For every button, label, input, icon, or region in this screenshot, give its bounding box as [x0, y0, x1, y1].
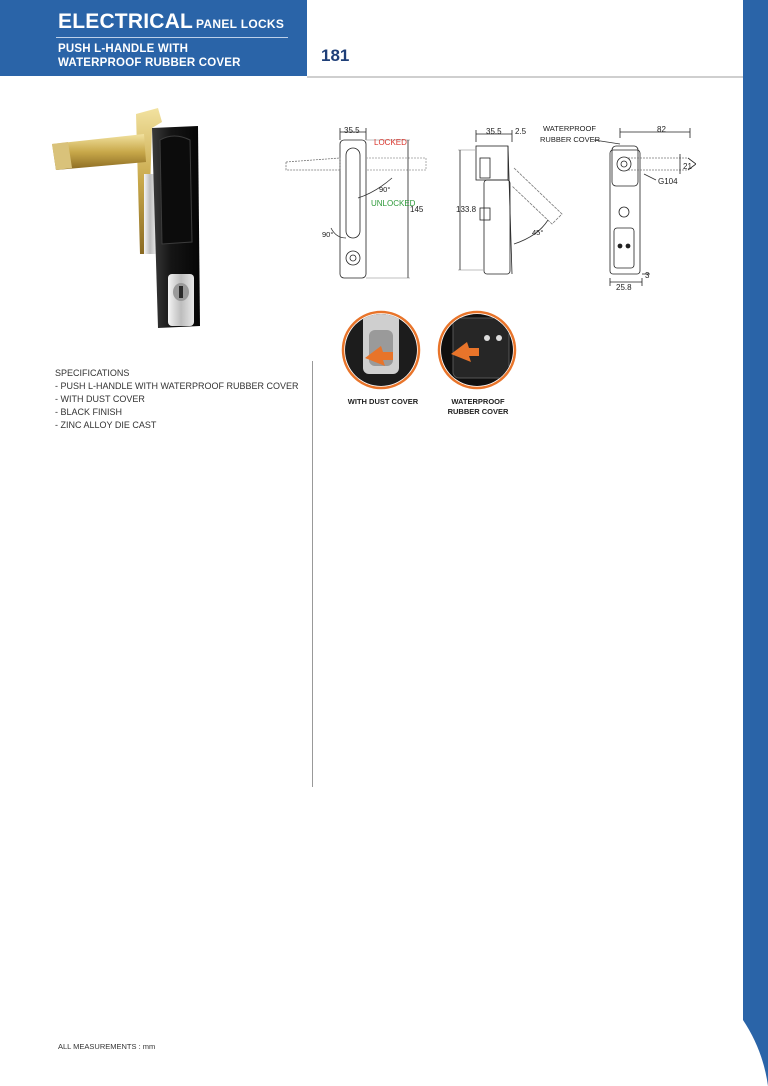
title-main: ELECTRICAL — [58, 10, 193, 33]
cover-label-line-2: RUBBER COVER — [540, 135, 601, 144]
product-photo — [48, 104, 208, 334]
subtitle-line-1: PUSH L-HANDLE WITH — [58, 43, 189, 55]
locked-label: LOCKED — [374, 138, 407, 147]
thickness-dim: 3 — [645, 271, 650, 280]
specifications-block — [55, 367, 299, 432]
spec-item: - ZINC ALLOY DIE CAST — [55, 420, 157, 430]
rubber-cover-detail — [437, 310, 517, 390]
rear-view — [594, 128, 696, 286]
caption-line-1: WITH DUST COVER — [347, 397, 419, 406]
caption-line-2: RUBBER COVER — [447, 407, 509, 416]
side-height-dim: 133.8 — [456, 205, 477, 214]
side-bar — [743, 0, 768, 1086]
page-number: 181 — [321, 46, 350, 65]
column-divider — [312, 361, 313, 787]
title-sub: PANEL LOCKS — [196, 17, 285, 31]
side-offset-dim: 2.5 — [515, 127, 527, 136]
caption-line-1: WATERPROOF — [451, 397, 505, 406]
spec-item: - BLACK FINISH — [55, 407, 123, 417]
product-subtitle — [58, 42, 241, 70]
subtitle-line-2: WATERPROOF RUBBER COVER — [58, 57, 241, 69]
title-divider — [56, 37, 288, 38]
rubber-cover-caption — [430, 397, 526, 417]
angle-top-label: 90° — [379, 185, 391, 194]
side-angle-label: 45° — [532, 228, 544, 237]
side-view — [458, 130, 562, 274]
technical-drawing — [276, 118, 696, 296]
angle-bottom-label: 90° — [322, 230, 334, 239]
front-width-dim: 35.5 — [344, 126, 360, 135]
dust-cover-detail — [341, 310, 421, 390]
dust-cover-caption — [339, 397, 427, 407]
side-width-dim: 35.5 — [486, 127, 502, 136]
spec-item: - PUSH L-HANDLE WITH WATERPROOF RUBBER COVER — [55, 381, 299, 391]
rear-length-dim: 82 — [657, 125, 666, 134]
rear-height-dim: 21 — [683, 162, 692, 171]
specifications-heading: SPECIFICATIONS — [55, 368, 130, 378]
front-height-dim: 145 — [410, 205, 424, 214]
spec-item: - WITH DUST COVER — [55, 394, 145, 404]
header-rule — [307, 76, 743, 78]
cover-label-line-1: WATERPROOF — [543, 124, 596, 133]
base-dim: 25.8 — [616, 283, 632, 292]
page-title — [58, 10, 284, 34]
measurement-note: ALL MEASUREMENTS : mm — [58, 1042, 156, 1051]
unlocked-label: UNLOCKED — [371, 199, 416, 208]
thread-label: G104 — [658, 177, 678, 186]
header-banner — [0, 0, 307, 76]
